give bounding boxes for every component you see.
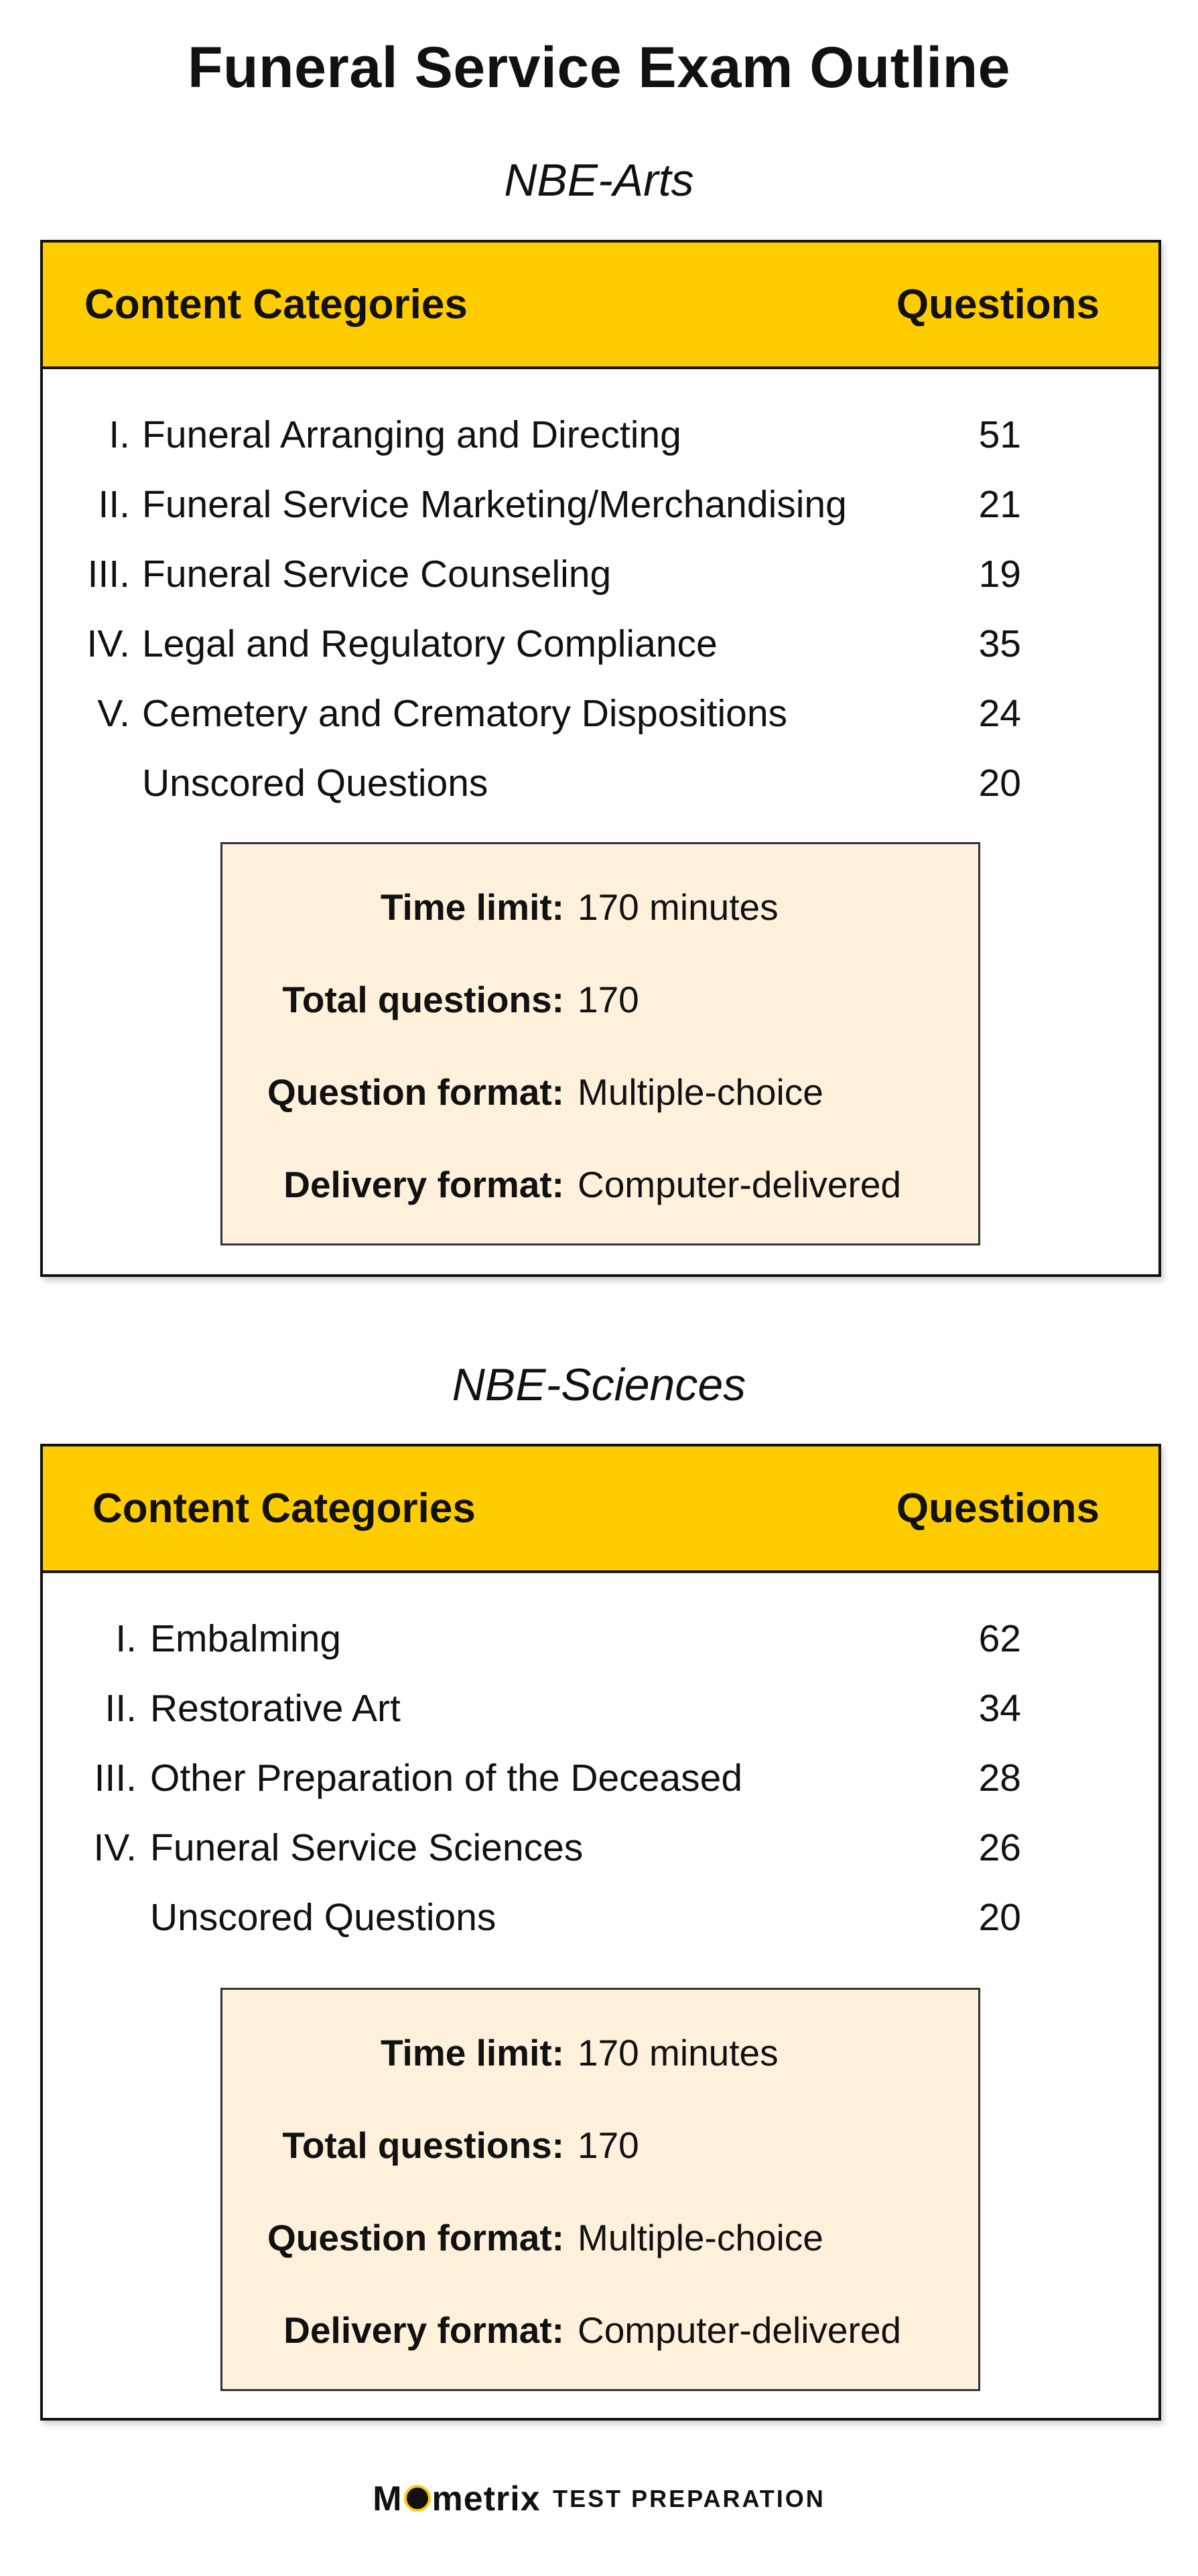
category-label: Restorative Art — [150, 1687, 401, 1730]
logo-letter-m: M — [373, 2480, 403, 2518]
category-count: 20 — [978, 1896, 1021, 1939]
category-row — [43, 539, 1158, 609]
info-value: Multiple-choice — [578, 2217, 823, 2258]
info-key: Delivery format: — [283, 2309, 564, 2351]
info-row-question-format — [222, 2204, 978, 2271]
category-label: Funeral Arranging and Directing — [142, 413, 681, 456]
sciences-outline-table — [40, 1444, 1161, 2421]
brand-tagline: TEST PREPARATION — [553, 2485, 825, 2512]
info-value: Computer-delivered — [578, 2309, 901, 2351]
category-row — [43, 400, 1158, 470]
category-number — [43, 748, 130, 818]
category-count: 24 — [978, 692, 1021, 735]
info-row-question-format — [222, 1059, 978, 1126]
category-number: IV. — [93, 1826, 137, 1869]
category-label: Legal and Regulatory Compliance — [142, 622, 718, 665]
brand-footer — [0, 2479, 1198, 2519]
info-key: Total questions: — [282, 979, 564, 1020]
category-number: IV. — [86, 622, 130, 665]
header-questions: Questions — [896, 1485, 1100, 1532]
category-label: Funeral Service Marketing/Merchandising — [142, 483, 847, 526]
category-row — [43, 609, 1158, 679]
category-label: Funeral Service Sciences — [150, 1826, 584, 1869]
info-row-time-limit — [222, 874, 978, 941]
category-count: 20 — [978, 762, 1021, 805]
category-list — [43, 1573, 1158, 1952]
category-count: 28 — [978, 1757, 1021, 1800]
brand-logo — [373, 2480, 540, 2518]
category-count: 21 — [978, 483, 1021, 526]
header-content-categories: Content Categories — [92, 1485, 476, 1532]
category-row — [43, 679, 1158, 748]
category-count: 26 — [978, 1826, 1021, 1869]
header-questions: Questions — [896, 281, 1100, 328]
category-number: I. — [109, 413, 130, 456]
exam-info-box — [220, 1988, 980, 2391]
category-number: II. — [98, 483, 130, 526]
category-label: Unscored Questions — [150, 1896, 496, 1939]
category-row — [43, 748, 1158, 818]
info-row-delivery-format — [222, 2297, 978, 2364]
info-key: Time limit: — [380, 886, 564, 928]
category-number: III. — [94, 1757, 137, 1800]
category-number — [50, 1883, 137, 1952]
category-count: 35 — [978, 622, 1021, 665]
info-value: 170 minutes — [578, 2032, 779, 2074]
logo-check-icon — [404, 2485, 431, 2512]
category-count: 51 — [978, 413, 1021, 456]
logo-wordmark: metrix — [431, 2480, 541, 2518]
category-count: 34 — [978, 1687, 1021, 1730]
category-number: II. — [105, 1687, 137, 1730]
info-row-delivery-format — [222, 1151, 978, 1218]
category-list — [43, 369, 1158, 818]
section-title-arts: NBE-Arts — [504, 155, 694, 206]
info-value: 170 — [578, 979, 639, 1020]
info-row-total-questions — [222, 2112, 978, 2179]
table-header — [43, 243, 1158, 369]
info-value: Multiple-choice — [578, 1071, 823, 1113]
category-label: Cemetery and Crematory Dispositions — [142, 692, 788, 735]
info-key: Question format: — [267, 1071, 564, 1113]
category-row — [43, 1813, 1158, 1883]
category-number: V. — [97, 692, 130, 735]
table-header — [43, 1446, 1158, 1573]
info-row-time-limit — [222, 2019, 978, 2086]
info-row-total-questions — [222, 966, 978, 1033]
info-key: Total questions: — [282, 2124, 564, 2166]
category-number: I. — [115, 1617, 137, 1660]
category-row — [43, 1743, 1158, 1813]
page-title: Funeral Service Exam Outline — [187, 36, 1011, 100]
category-label: Embalming — [150, 1617, 342, 1660]
info-value: Computer-delivered — [578, 1164, 901, 1205]
exam-info-box — [220, 842, 980, 1245]
category-label: Other Preparation of the Deceased — [150, 1757, 743, 1800]
info-key: Delivery format: — [283, 1164, 564, 1205]
info-key: Time limit: — [380, 2032, 564, 2074]
category-row — [43, 470, 1158, 539]
category-count: 19 — [978, 553, 1021, 596]
category-label: Funeral Service Counseling — [142, 553, 612, 596]
info-value: 170 — [578, 2124, 639, 2166]
category-count: 62 — [978, 1617, 1021, 1660]
category-number: III. — [87, 553, 130, 596]
category-row — [43, 1604, 1158, 1674]
category-row — [43, 1883, 1158, 1952]
header-content-categories: Content Categories — [84, 281, 468, 328]
info-value: 170 minutes — [578, 886, 779, 928]
category-row — [43, 1674, 1158, 1743]
section-title-sciences: NBE-Sciences — [452, 1359, 746, 1410]
category-label: Unscored Questions — [142, 762, 488, 805]
info-key: Question format: — [267, 2217, 564, 2258]
arts-outline-table — [40, 240, 1161, 1277]
